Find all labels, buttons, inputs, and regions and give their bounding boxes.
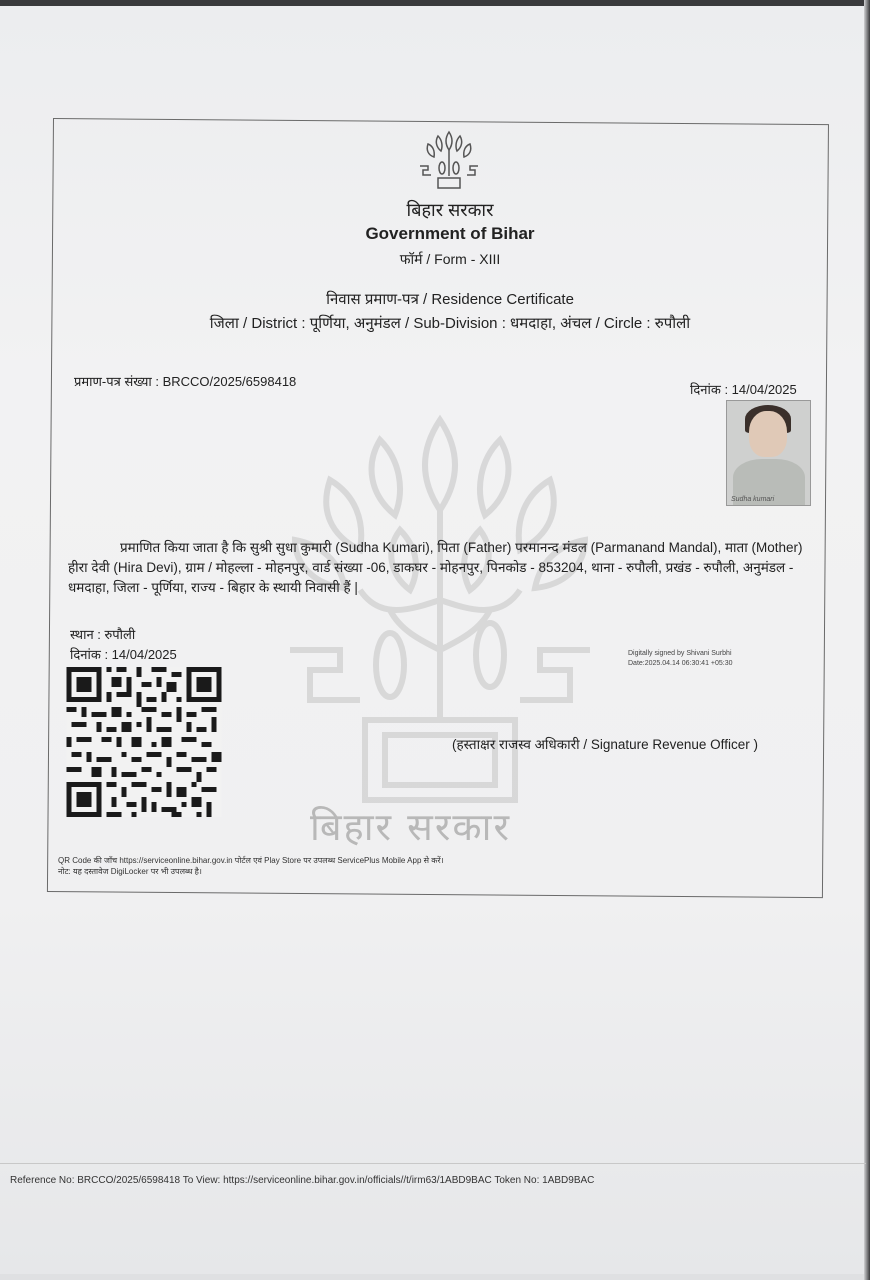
certificate-title: निवास प्रमाण-पत्र / Residence Certificate bbox=[326, 291, 574, 308]
issue-place: स्थान : रुपौली bbox=[70, 627, 136, 642]
photo-face bbox=[749, 411, 787, 457]
revenue-officer-signature-label: (हस्ताक्षर राजस्व अधिकारी / Signature Revenue Officer ) bbox=[452, 737, 758, 752]
applicant-photo bbox=[726, 400, 811, 506]
issue-date-top: दिनांक : 14/04/2025 bbox=[690, 382, 797, 397]
digital-signature-date: Date:2025.04.14 06:30:41 +05:30 bbox=[628, 660, 733, 667]
scan-right-edge bbox=[864, 0, 870, 1280]
watermark-text: बिहार सरकार bbox=[310, 805, 511, 849]
certificate-number: प्रमाण-पत्र संख्या : BRCCO/2025/6598418 bbox=[74, 374, 297, 389]
government-title: Government of Bihar bbox=[365, 224, 535, 243]
reference-divider bbox=[0, 1163, 866, 1164]
certificate-body: प्रमाणित किया जाता है कि सुश्री सुधा कुमारी (Sudha Kumari), पिता (Father) परमानन्द मंडल (Parmanand Mandal), माता (Mother) हीरा देवी (Hira Devi), ग्राम / मोहल्ला - मोहनपुर, वार्ड संख्या -06, डाकघर - मोहनपुर, पिनकोड - 853204, थाना - रुपौली, प्रखंड - रुपौली, अनुमंडल - धमदाहा, जिला - पूर्णिया, राज्य - बिहार के स्थायी निवासी हैं | bbox=[68, 540, 803, 595]
digital-signature-name: Digitally signed by Shivani Surbhi bbox=[628, 650, 732, 657]
hindi-government-title: बिहार सरकार bbox=[406, 200, 494, 220]
qr-code-icon[interactable] bbox=[66, 667, 222, 817]
reference-line: Reference No: BRCCO/2025/6598418 To View: https://serviceonline.bihar.gov.in/officials//t/irm63/1ABD9BAC Token No: 1ABD9BAC bbox=[10, 1175, 595, 1186]
qr-verification-note: QR Code की जाँच https://serviceonline.bihar.gov.in पोर्टल एवं Play Store पर उपलब्ध ServicePlus Mobile App से करें। bbox=[58, 856, 444, 865]
district-line: जिला / District : पूर्णिया, अनुमंडल / Sub-Division : धमदाहा, अंचल / Circle : रुपौली bbox=[209, 315, 691, 332]
bihar-emblem-icon bbox=[414, 128, 484, 192]
digilocker-note: नोट: यह दस्तावेज DigiLocker पर भी उपलब्ध है। bbox=[58, 867, 202, 876]
form-number: फॉर्म / Form - XIII bbox=[399, 251, 501, 267]
photo-signature: Sudha kumari bbox=[731, 496, 775, 503]
issue-date-bottom: दिनांक : 14/04/2025 bbox=[70, 647, 177, 662]
bodhi-tree-watermark bbox=[270, 400, 610, 860]
